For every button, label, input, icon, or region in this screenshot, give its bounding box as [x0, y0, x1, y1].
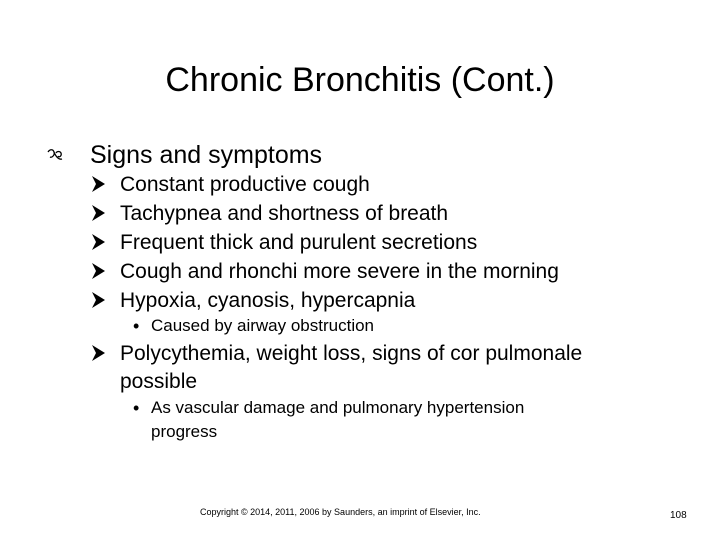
main-bullet-text: Signs and symptoms — [90, 141, 323, 169]
arrow-bullet-icon — [92, 263, 105, 279]
arrow-bullet-icon — [92, 234, 105, 250]
dot-bullet-icon: • — [133, 398, 140, 418]
page-number: 108 — [670, 510, 687, 521]
arrow-bullet-icon — [92, 345, 105, 361]
dot-bullet-icon: • — [133, 316, 140, 336]
scroll-bullet-icon — [46, 149, 64, 163]
copyright-footer: Copyright © 2014, 2011, 2006 by Saunders, an imprint of Elsevier, Inc. — [200, 507, 481, 517]
arrow-bullet-icon — [92, 176, 105, 192]
slide-title: Chronic Bronchitis (Cont.) — [165, 61, 555, 99]
arrow-bullet-icon — [92, 292, 105, 308]
arrow-bullet-icon — [92, 205, 105, 221]
